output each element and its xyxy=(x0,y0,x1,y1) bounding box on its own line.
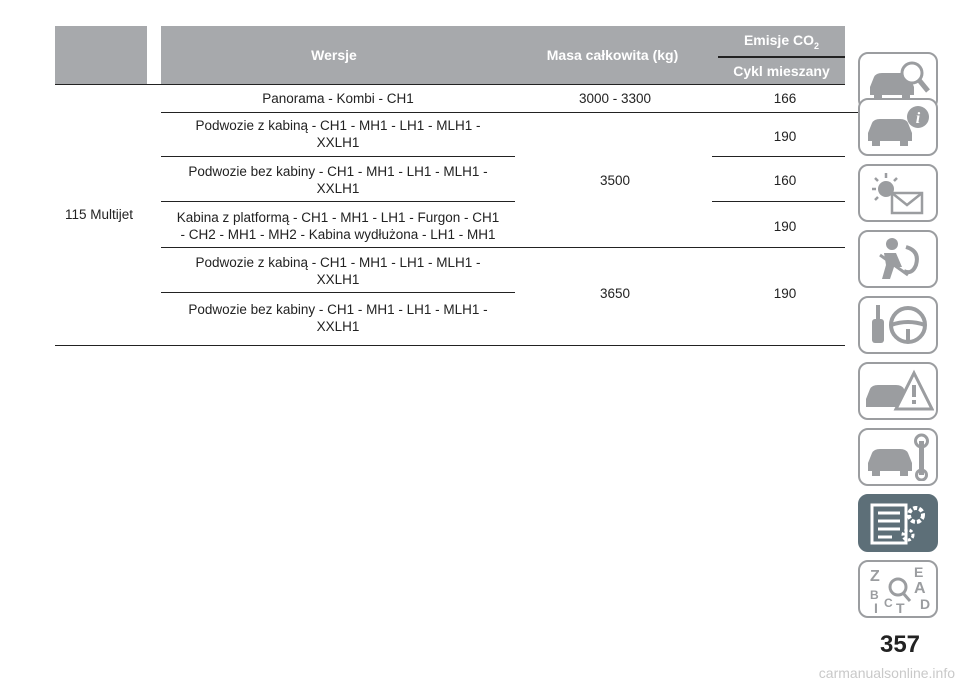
emission-cell: 160 xyxy=(773,173,797,188)
version-cell: Kabina z platformą - CH1 - MH1 - LH1 - Furgon - CH1 - CH2 - MH1 - MH2 - Kabina wydłużona - LH1 - MH1 xyxy=(176,210,500,242)
emission-cell: 190 xyxy=(773,286,797,301)
page-number: 357 xyxy=(879,631,921,658)
tab-safety[interactable] xyxy=(858,230,938,288)
version-cell: Podwozie bez kabiny - CH1 - MH1 - LH1 - MLH1 - XXLH1 xyxy=(188,164,488,196)
mass-cell: 3500 xyxy=(599,173,631,188)
car-service-icon xyxy=(862,433,934,481)
row-divider xyxy=(55,84,845,85)
header-masa-label: Masa całkowita (kg) xyxy=(546,47,679,63)
svg-text:i: i xyxy=(915,110,921,127)
version-cell: Podwozie z kabiną - CH1 - MH1 - LH1 - MLH1 - XXLH1 xyxy=(195,255,481,287)
header-emisje-label: Emisje $CO_2$ xyxy=(743,31,820,51)
svg-text:B: B xyxy=(870,588,879,602)
version-cell: Panorama - Kombi - CH1 xyxy=(262,91,414,106)
svg-text:D: D xyxy=(920,596,931,612)
header-masa xyxy=(507,26,718,84)
header-wersje xyxy=(161,26,507,84)
tab-starting-driving[interactable] xyxy=(858,296,938,354)
emission-cell: 166 xyxy=(773,91,797,106)
emission-cell: 190 xyxy=(773,219,797,234)
steering-key-icon xyxy=(862,301,934,349)
tab-index[interactable] xyxy=(858,560,938,618)
row-divider xyxy=(161,156,515,157)
row-divider xyxy=(161,247,845,248)
header-cykl xyxy=(718,58,845,84)
header-emisje xyxy=(718,26,845,58)
warning-light-message-icon xyxy=(862,169,934,217)
row-divider xyxy=(712,201,845,202)
engine-label: 115 Multijet xyxy=(64,207,134,222)
watermark: carmanualsonline.info xyxy=(818,665,955,681)
header-wersje-label: Wersje xyxy=(311,47,357,63)
svg-text:Z: Z xyxy=(870,568,880,585)
table-bottom-line xyxy=(55,345,845,346)
alphabetical-index-icon xyxy=(862,565,934,613)
row-divider xyxy=(161,292,515,293)
car-emergency-icon xyxy=(862,367,934,415)
emission-cell: 190 xyxy=(773,129,797,144)
tab-car-info[interactable] xyxy=(858,98,938,156)
tab-warning-lights[interactable] xyxy=(858,164,938,222)
svg-text:C: C xyxy=(884,596,893,610)
mass-cell: 3650 xyxy=(599,286,631,301)
tab-emergency[interactable] xyxy=(858,362,938,420)
technical-data-icon xyxy=(862,499,934,547)
row-divider xyxy=(712,156,845,157)
airbag-passenger-icon xyxy=(862,235,934,283)
version-cell: Podwozie bez kabiny - CH1 - MH1 - LH1 - MLH1 - XXLH1 xyxy=(188,302,488,334)
svg-text:A: A xyxy=(914,580,926,597)
mass-cell: 3000 - 3300 xyxy=(578,91,652,106)
svg-text:I: I xyxy=(874,600,878,613)
header-cykl-label: Cykl mieszany xyxy=(733,63,830,79)
tab-maintenance[interactable] xyxy=(858,428,938,486)
header-blank-cell xyxy=(55,26,147,84)
row-divider xyxy=(161,112,895,113)
tab-technical-data[interactable] xyxy=(858,494,938,552)
svg-text:T: T xyxy=(896,600,905,613)
svg-text:E: E xyxy=(914,565,924,580)
car-info-icon xyxy=(862,103,934,151)
row-divider xyxy=(161,201,515,202)
version-cell: Podwozie z kabiną - CH1 - MH1 - LH1 - MLH1 - XXLH1 xyxy=(195,118,481,150)
